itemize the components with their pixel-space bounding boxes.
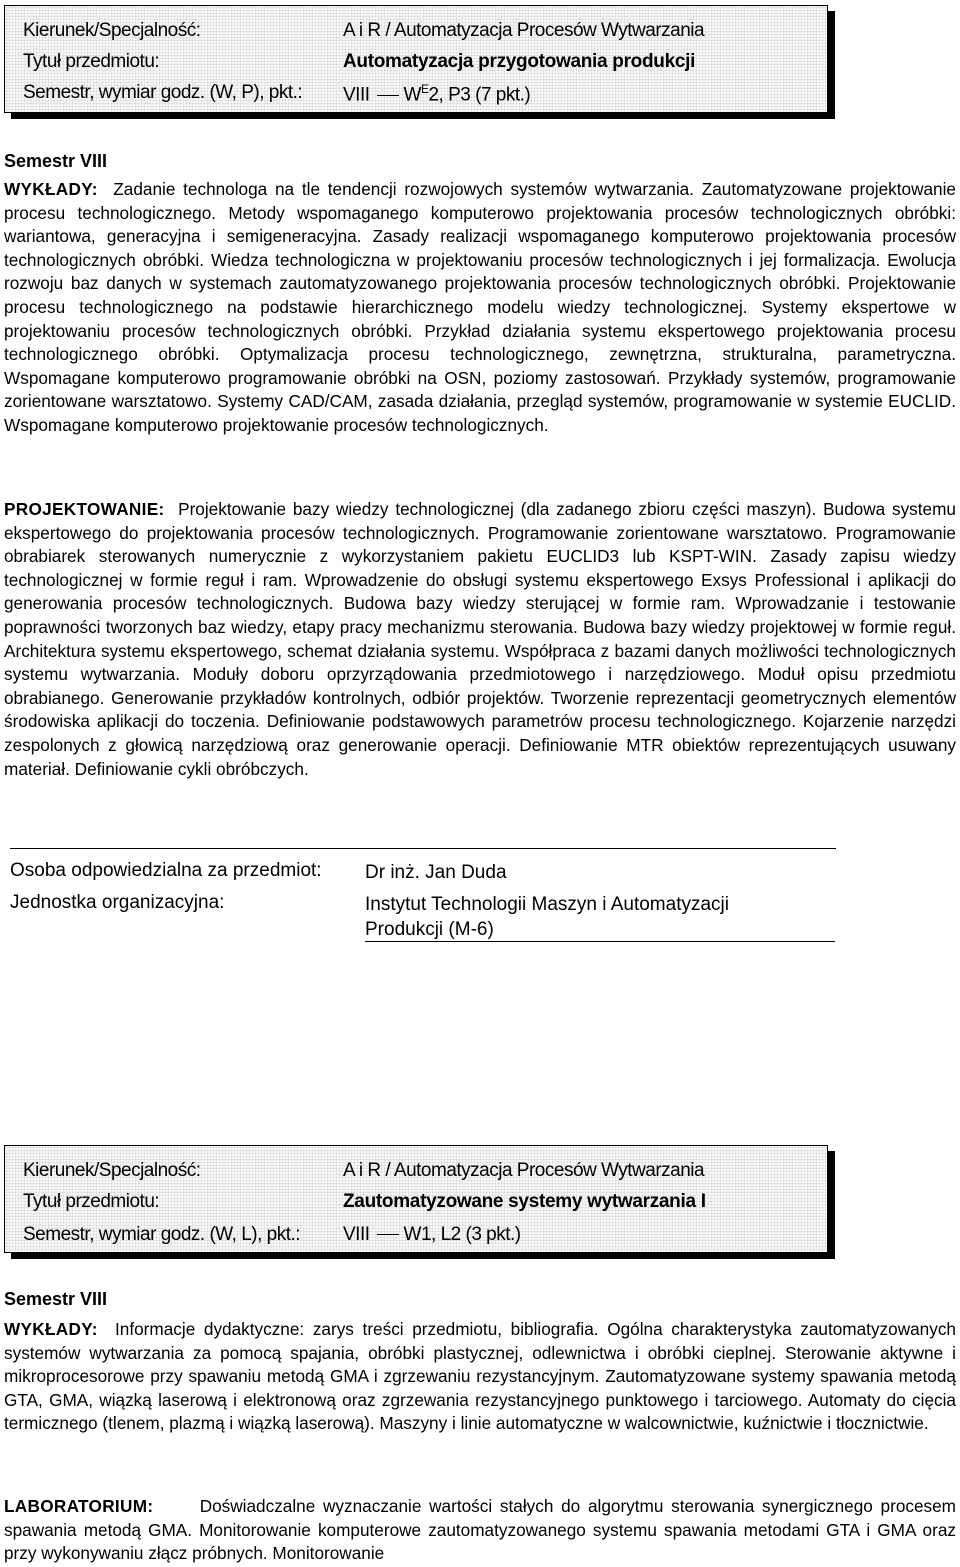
field-of-study-label: Kierunek/Specjalność:: [23, 1160, 201, 1181]
lectures-text: Zadanie technologa na tle tendencji rozwojowych systemów wytwarzania. Zautomatyzowane projektowanie procesu technologicznego. Metody wspomaganego komputerowo projektowania procesów technologicznych obróbki: wariantowa, generacyjna i semigeneracyjna. Zasady realizacji wspomaganego komputerowo projektowania procesów technologicznych obróbki. Wiedza technologiczna w projektowaniu procesów technologicznych i jej formalizacja. Ewolucja rozwoju baz danych w systemach zautomatyzowanego projektowania procesów technologicznych obróbki. Projektowanie procesu technologicznego na podstawie hierarchicznego modelu wiedzy technologicznej. Systemy ekspertowe w projektowaniu procesów technologicznych obróbki. Przykład działania systemu ekspertowego projektowania procesu technologicznego obróbki. Optymalizacja procesu technologicznego, zewnętrzna, strukturalna, parametryczna. Wspomagane komputerowo programowanie obróbki na OSN, poziomy zastosowań. Przykłady systemów, programowanie zorientowane warsztatowo. Systemy CAD/CAM, zasada działania, przegląd systemów, programowanie w systemie EUCLID. Wspomagane komputerowo projektowanie procesów technologicznych.: [4, 179, 956, 435]
semester-value: [343, 82, 530, 106]
header-row-field-of-study: [23, 20, 817, 50]
org-unit-label: Jednostka organizacyjna:: [10, 892, 225, 913]
project-text: Projektowanie bazy wiedzy technologicznej (dla zadanego zbioru części maszyn). Budowa systemu ekspertowego do projektowania procesów technologicznych. Programowanie zorientowane warsztatowo. Programowanie obrabiarek sterowanych numerycznie z wykorzystaniem pakietu EUCLID3 lub KSPT-WIN. Zasady zapisu wiedzy technologicznej w formie reguł i ram. Wprowadzenie do obsługi systemu ekspertowego Exsys Professional i aplikacji do generowania procesów technologicznych. Budowa bazy wiedzy sterującej w formie ram. Wprowadzanie i testowanie poprawności tworzonych baz wiedzy, etapy pracy mechanizmu sterowania. Budowa bazy wiedzy projektowej w formie reguł. Architektura systemu ekspertowego, schemat działania systemu. Współpraca z bazami danych możliwości technologicznych systemu wytwarzania. Moduły doboru oprzyrządowania przedmiotowego i narzędziowego. Moduł opisu przedmiotu obrabianego. Generowanie przykładów kontrolnych, odbiór projektów. Tworzenie reprezentacji geometrycznych elementów środowiska aplikacji do toczenia. Definiowanie podstawowych parametrów procesu technologicznego. Kojarzenie narzędzi zespolonych z głowicą narzędziową oraz generowanie operacji. Definiowanie MTR obiektów reprezentujących usuwany materiał. Definiowanie cykli obróbczych.: [4, 499, 956, 779]
responsible-person-value: Dr inż. Jan Duda: [365, 862, 507, 883]
responsible-block: [10, 848, 836, 941]
semester-number: VIII: [343, 84, 370, 106]
header-row-semester: [23, 1224, 817, 1254]
semester-number: VIII: [343, 1224, 370, 1245]
laboratory-text: Doświadczalne wyznaczanie wartości stałych do algorytmu sterowania synergicznego procesem spawania metodą GMA. Monitorowanie komputerowe zautomatyzowanego systemu spawania metodami GTA i GMA oraz przy wykonywaniu złącz próbnych. Monitorowanie: [4, 1496, 956, 1564]
dash-separator: [377, 95, 399, 96]
header-row-course-title: [23, 51, 817, 81]
responsible-person-label: Osoba odpowiedzialna za przedmiot:: [10, 860, 322, 881]
project-section: [4, 498, 956, 781]
course-title-value: Automatyzacja przygotowania produkcji: [343, 51, 696, 72]
course-title-label: Tytuł przedmiotu:: [23, 51, 160, 72]
lectures-label: WYKŁADY:: [4, 1319, 98, 1339]
field-of-study-label: Kierunek/Specjalność:: [23, 20, 201, 41]
hours-lecture: W: [403, 84, 421, 106]
laboratory-label: LABORATORIUM:: [4, 1496, 154, 1516]
semester-label: Semestr, wymiar godz. (W, L), pkt.:: [23, 1224, 301, 1245]
org-unit-row: [10, 881, 836, 941]
course-title-label: Tytuł przedmiotu:: [23, 1191, 160, 1212]
course-header-box-2: [4, 1145, 828, 1253]
lectures-section: [4, 1318, 956, 1436]
lectures-label: WYKŁADY:: [4, 179, 98, 199]
header-row-semester: [23, 82, 817, 112]
hours-rest: 2, P3 (7 pkt.): [428, 84, 531, 106]
hours-rest: W1, L2 (3 pkt.): [403, 1224, 521, 1245]
course-header-box-1: [4, 5, 828, 113]
lectures-text: Informacje dydaktyczne: zarys treści przedmiotu, bibliografia. Ogólna charakterystyka zautomatyzowanych systemów wytwarzania za pomocą spajania, obróbki plastycznej, odlewnictwa i obróbki cieplnej. Sterowanie aktywne i mikroprocesorowe przy spawaniu metodą GMA i zgrzewaniu rezystancyjnym. Zautomatyzowane systemy spawania metodą GTA, GMA, wiązką laserową i elektronową oraz zgrzewania rezystancyjnego punktowego i tarciowego. Automaty do cięcia termicznego (tlenem, plazmą i wiązką laserową). Maszyny i linie automatyczne w walcownictwie, kuźnictwie i tłocznictwie.: [4, 1319, 956, 1434]
header-row-field-of-study: [23, 1160, 817, 1190]
responsible-person-row: [10, 849, 836, 881]
hours-superscript: E: [420, 82, 429, 96]
laboratory-section: [4, 1495, 956, 1566]
signature-underline: [365, 941, 835, 942]
field-of-study-value: A i R / Automatyzacja Procesów Wytwarzania: [343, 20, 705, 41]
field-of-study-value: A i R / Automatyzacja Procesów Wytwarzania: [343, 1160, 705, 1181]
semester-label: Semestr, wymiar godz. (W, P), pkt.:: [23, 82, 303, 103]
course-title-value: Zautomatyzowane systemy wytwarzania I: [343, 1191, 706, 1212]
project-label: PROJEKTOWANIE:: [4, 499, 165, 519]
header-row-course-title: [23, 1191, 817, 1221]
org-unit-value: Instytut Technologii Maszyn i Automatyzacji Produkcji (M-6): [365, 894, 729, 940]
semester-value: [343, 1224, 521, 1246]
semester-heading: Semestr VIII: [4, 151, 108, 171]
semester-heading: Semestr VIII: [4, 1289, 108, 1309]
lectures-section: [4, 178, 956, 438]
dash-separator: [377, 1234, 399, 1235]
